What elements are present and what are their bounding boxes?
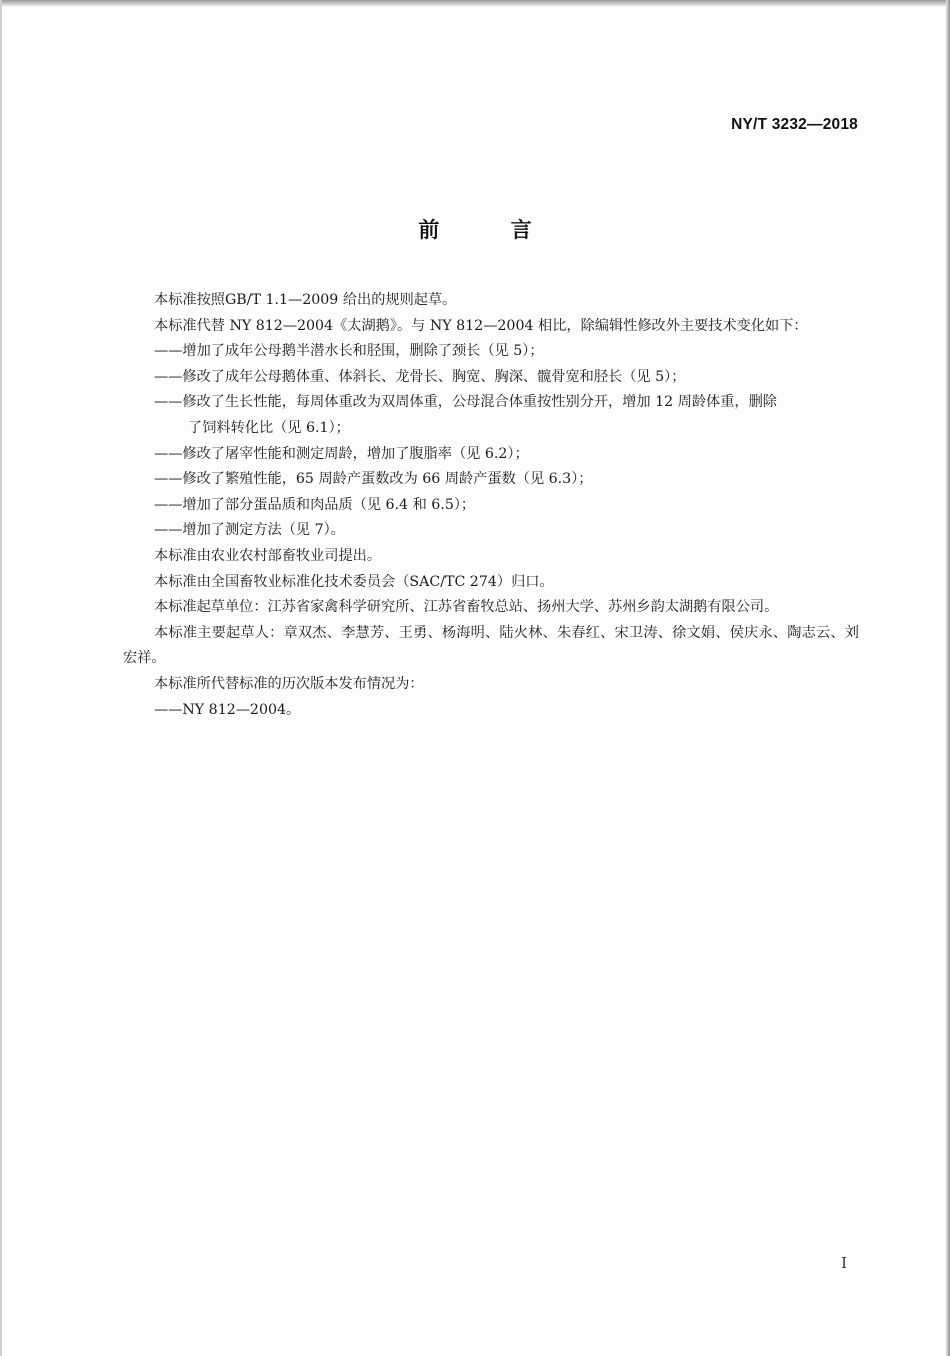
foreword-body bbox=[123, 288, 859, 723]
scan-edge-top bbox=[0, 0, 950, 6]
paragraph-drafting-units: 本标准起草单位：江苏省家禽科学研究所、江苏省畜牧总站、扬州大学、苏州乡韵太湖鹅有限公司。 bbox=[154, 599, 779, 616]
paragraph-history-intro: 本标准所代替标准的历次版本发布情况为： bbox=[154, 675, 424, 692]
list-item: ——增加了成年公母鹅半潜水长和胫围，删除了颈长（见 5）； bbox=[154, 343, 544, 360]
list-item: ——NY 812—2004。 bbox=[154, 701, 301, 718]
list-item-text: ——修改了生长性能，每周体重改为双周体重，公母混合体重按性别分开，增加 12 周龄体重，删除 bbox=[154, 394, 777, 411]
paragraph-drafters: 本标准主要起草人：章双杰、李慧芳、王勇、杨海明、陆火林、朱春红、宋卫涛、徐文娟、侯庆永、陶志云、刘宏祥。 bbox=[123, 624, 859, 667]
list-item: ——增加了部分蛋品质和肉品质（见 6.4 和 6.5）； bbox=[154, 496, 476, 513]
scan-edge-left bbox=[0, 0, 2, 1356]
scan-edge-right bbox=[946, 0, 950, 1356]
list-item: ——修改了成年公母鹅体重、体斜长、龙骨长、胸宽、胸深、髋骨宽和胫长（见 5）； bbox=[154, 368, 686, 385]
paragraph-committee: 本标准由全国畜牧业标准化技术委员会（SAC/TC 274）归口。 bbox=[154, 573, 554, 590]
standard-code: NY/T 3232—2018 bbox=[731, 116, 858, 133]
list-item-continuation: 了饲料转化比（见 6.1）； bbox=[188, 419, 350, 436]
list-item bbox=[123, 390, 859, 441]
list-item: ——修改了屠宰性能和测定周龄，增加了腹脂率（见 6.2）； bbox=[154, 445, 529, 462]
page-title: 前 言 bbox=[418, 218, 564, 242]
list-item: ——增加了测定方法（见 7）。 bbox=[154, 522, 345, 539]
list-item: ——修改了繁殖性能，65 周龄产蛋数改为 66 周龄产蛋数（见 6.3）； bbox=[154, 471, 593, 488]
page-number: I bbox=[841, 1254, 847, 1272]
paragraph-drafting-rule: 本标准按照GB/T 1.1—2009 给出的规则起草。 bbox=[154, 292, 457, 308]
paragraph-replacement: 本标准代替 NY 812—2004《太湖鹅》。与 NY 812—2004 相比，除编辑性修改外主要技术变化如下： bbox=[154, 317, 808, 334]
paragraph-proposer: 本标准由农业农村部畜牧业司提出。 bbox=[154, 547, 382, 564]
